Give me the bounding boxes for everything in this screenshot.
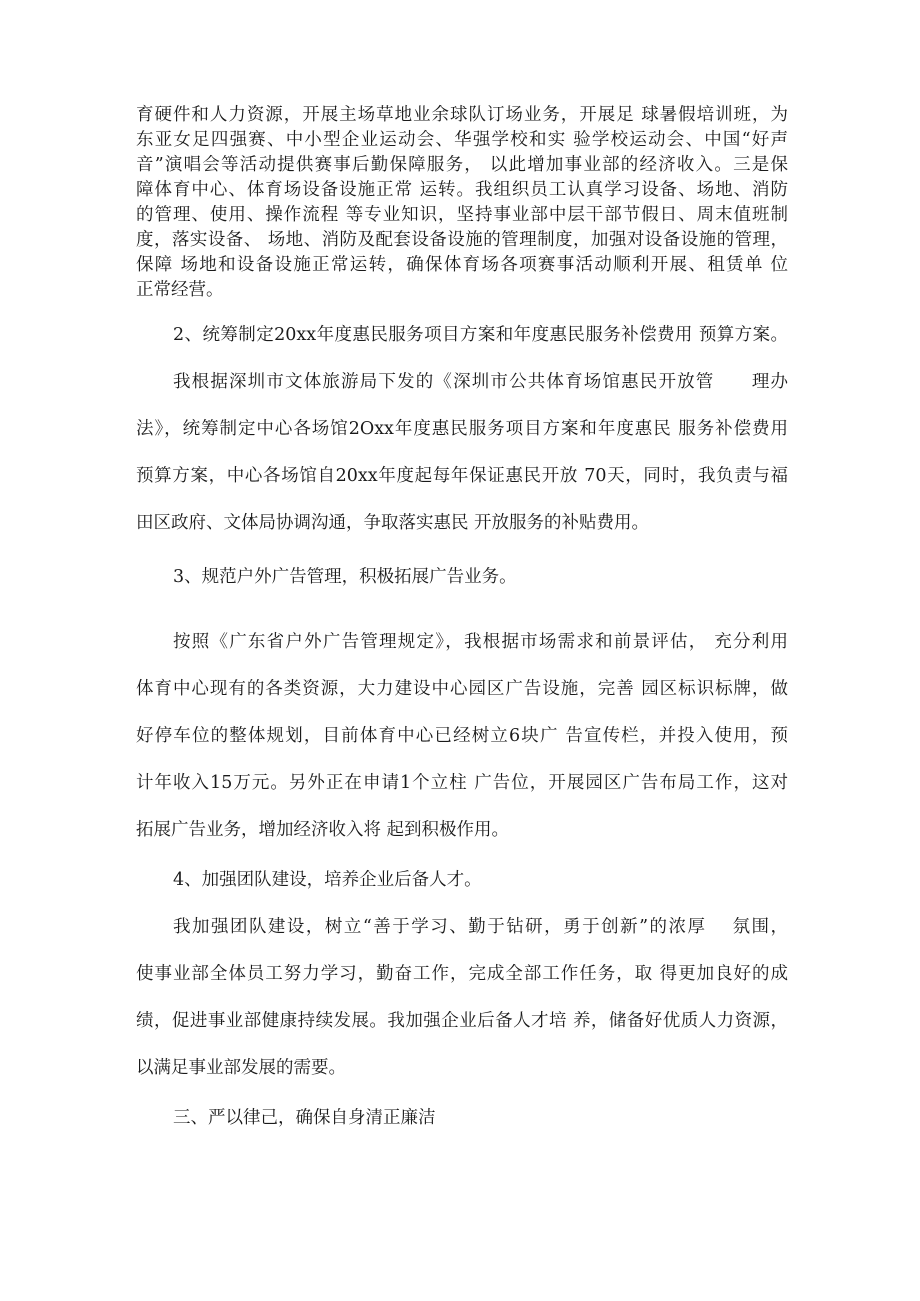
text-line: 音”演唱会等活动提供赛事后勤保障服务， 以此增加事业部的经济收入。三是保 (136, 155, 788, 175)
text-line: 使事业部全体员工努力学习，勤奋工作，完成全部工作任务，取 得更加良好的成 (136, 964, 788, 984)
text-line: 田区政府、文体局协调沟通，争取落实惠民 开放服务的补贴费用。 (136, 513, 650, 533)
text-line: 东亚女足四强赛、中小型企业运动会、华强学校和实 验学校运动会、中国“好声 (136, 130, 788, 150)
text-line: 绩，促进事业部健康持续发展。我加强企业后备人才培 养，储备好优质人力资源， (136, 1011, 788, 1031)
text-line: 度，落实设备、 场地、消防及配套设备设施的管理制度，加强对设备设施的管理， (136, 230, 788, 250)
text-line: 预算方案，中心各场馆自20xx年度起每年保证惠民开放 70天，同时，我负责与福 (136, 466, 788, 486)
text-line: 育硬件和人力资源，开展主场草地业余球队订场业务，开展足 球暑假培训班，为 (136, 105, 788, 125)
section-heading-item-4: 4、加强团队建设，培养企业后备人才。 (173, 870, 482, 890)
text-line: 计年收入15万元。另外正在申请1个立柱 广告位，开展园区广告布局工作，这对 (136, 773, 788, 793)
text-line: 以满足事业部发展的需要。 (136, 1058, 346, 1078)
text-line: 体育中心现有的各类资源，大力建设中心园区广告设施，完善 园区标识标牌，做 (136, 679, 788, 699)
text-line: 我加强团队建设，树立“善于学习、勤于钻研，勇于创新”的浓厚 氛围， (173, 917, 788, 937)
section-heading-item-3: 3、规范户外广告管理，积极拓展广告业务。 (173, 567, 517, 587)
text-line: 法》，统筹制定中心各场馆2Oxx年度惠民服务项目方案和年度惠民 服务补偿费用 (136, 419, 788, 439)
text-line: 我根据深圳市文体旅游局下发的《深圳市公共体育场馆惠民开放管 理办 (173, 372, 788, 392)
text-line: 按照《广东省户外广告管理规定》，我根据市场需求和前景评估， 充分利用 (173, 632, 788, 652)
text-line: 障体育中心、体育场设备设施正常 运转。我组织员工认真学习设备、场地、消防 (136, 180, 788, 200)
text-line: 的管理、使用、操作流程 等专业知识，坚持事业部中层干部节假日、周末值班制 (136, 205, 788, 225)
text-line: 拓展广告业务，增加经济收入将 起到积极作用。 (136, 820, 510, 840)
section-heading-3: 三、严以律己，确保自身清正廉洁 (173, 1108, 436, 1128)
text-line: 好停车位的整体规划，目前体育中心已经树立6块广 告宣传栏，并投入使用，预 (136, 726, 788, 746)
text-line: 保障 场地和设备设施正常运转，确保体育场各项赛事活动顺利开展、租赁单 位 (136, 255, 788, 275)
text-line: 正常经营。 (136, 280, 224, 300)
section-heading-item-2: 2、统筹制定20xx年度惠民服务项目方案和年度惠民服务补偿费用 预算方案。 (173, 325, 788, 345)
